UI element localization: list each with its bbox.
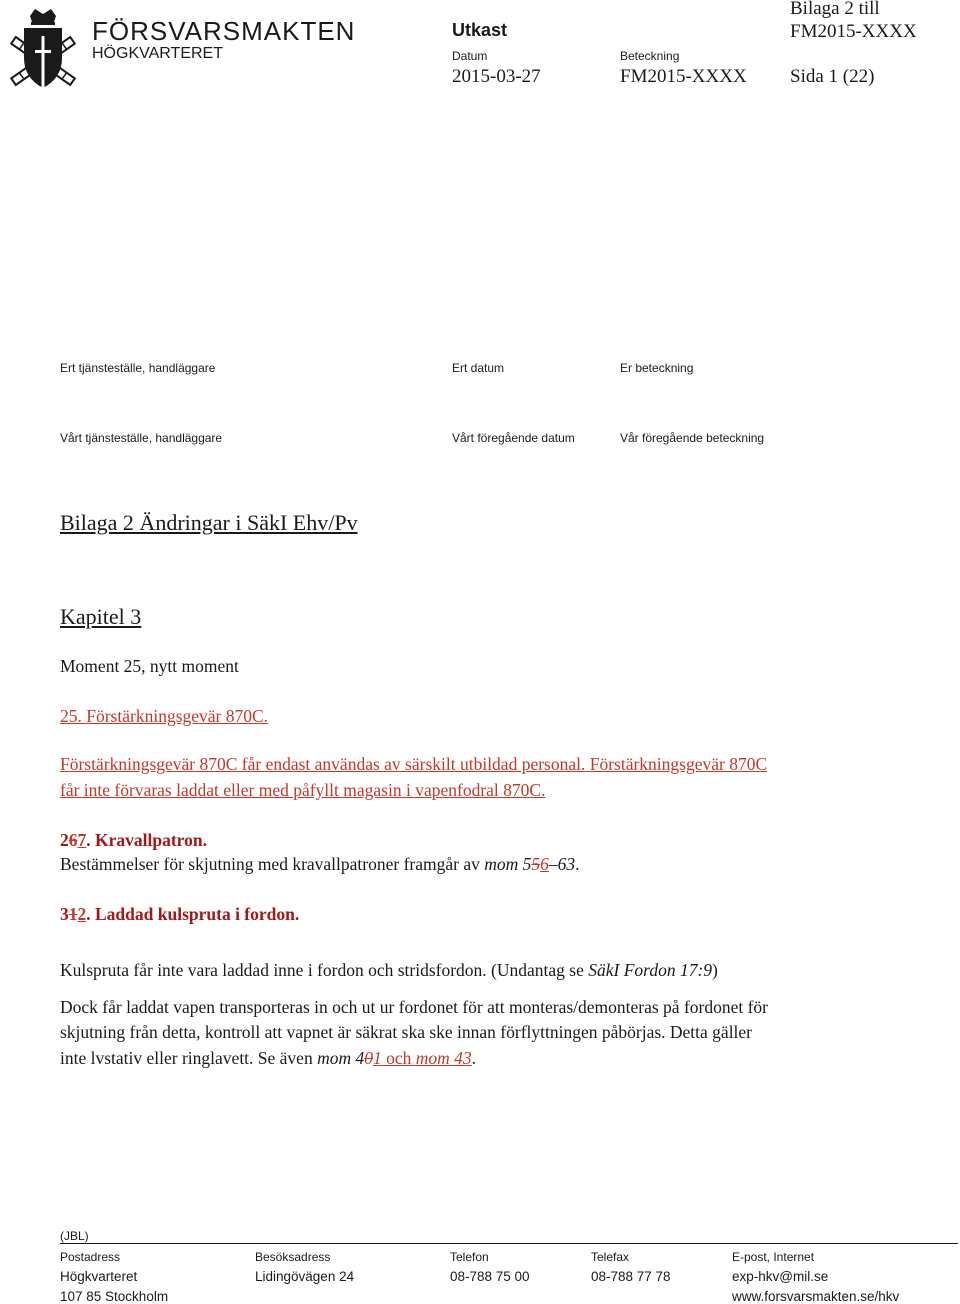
armed-forces-crest-icon <box>2 6 84 102</box>
moment-27-ref-deleted: 5 <box>531 854 541 874</box>
date-value: 2015-03-27 <box>452 66 541 87</box>
website-link[interactable]: www.forsvarsmakten.se/hkv <box>732 1289 900 1304</box>
fax-value: 08-788 77 78 <box>591 1269 671 1284</box>
visiting-address-label: Besöksadress <box>255 1250 331 1264</box>
moment-27-number-prefix: 2 <box>60 830 69 850</box>
your-office-label: Ert tjänsteställe, handläggare <box>60 361 216 375</box>
date-label: Datum <box>452 49 488 63</box>
moment-32-number-inserted: 2 <box>77 904 87 924</box>
moment-32-p2-period: . <box>471 1048 477 1068</box>
footer-divider <box>60 1243 958 1244</box>
postal-address-label: Postadress <box>60 1250 121 1264</box>
moment-27-text-start: Bestämmelser för skjutning med kravallpatroner framgår av <box>60 854 485 874</box>
moment-32-p1-reference: SäkI Fordon 17:9 <box>588 960 713 980</box>
email-internet-label: E-post, Internet <box>732 1250 815 1264</box>
moment-32-p1-text: Kulspruta får inte vara laddad inne i fordon och stridsfordon. (Undantag se <box>60 960 589 980</box>
moment-27-mom-ref: mom 5 <box>484 854 532 874</box>
moment-27-ref-end: –63 <box>548 854 576 874</box>
email-link[interactable]: exp-hkv@mil.se <box>732 1269 829 1284</box>
chapter-heading: Kapitel 3 <box>60 604 142 629</box>
author-initials: (JBL) <box>60 1229 89 1243</box>
our-office-label: Vårt tjänsteställe, handläggare <box>60 431 223 445</box>
moment-27-period: . <box>575 854 580 874</box>
moment-32-paragraph-2-line-3 <box>60 1048 476 1069</box>
visiting-address-value: Lidingövägen 24 <box>255 1269 355 1284</box>
reference-value: FM2015-XXXX <box>620 66 747 87</box>
moment-27-number-deleted: 6 <box>68 830 78 850</box>
moment-32-p2-deleted: 0 <box>364 1048 373 1068</box>
moment-32-p2-mom-ref: mom 4 <box>317 1048 365 1068</box>
your-date-label: Ert datum <box>452 361 505 375</box>
page-number: Sida 1 (22) <box>790 66 875 87</box>
organization-name: FÖRSVARSMAKTEN <box>92 16 356 46</box>
attachment-label: Bilaga 2 till <box>790 0 880 19</box>
phone-value: 08-788 75 00 <box>450 1269 530 1284</box>
moment-27-heading <box>60 830 207 851</box>
moment-27-ref-inserted: 6 <box>540 854 549 874</box>
moment-25-line-1 <box>60 754 767 775</box>
attachment-reference: FM2015-XXXX <box>790 21 917 42</box>
moment-25-sentence-1: Förstärkningsgevär 870C får endast användas av särskilt utbildad personal. <box>60 754 586 774</box>
moment-intro: Moment 25, nytt moment <box>60 656 239 676</box>
moment-32-paragraph-2-line-1: Dock får laddat vapen transporteras in och ut ur fordonet för att monteras/demonteras på fordonet för <box>60 997 769 1017</box>
moment-32-title: . Laddad kulspruta i fordon. <box>86 904 300 924</box>
moment-32-p1-close: ) <box>712 960 718 980</box>
moment-32-p2-text: inte lvstativ eller ringlavett. Se även <box>60 1048 318 1068</box>
moment-32-p2-inserted-and: och <box>381 1048 416 1068</box>
our-prev-date-label: Vårt föregående datum <box>452 431 575 445</box>
moment-32-p2-inserted-mom: mom 43 <box>415 1048 472 1068</box>
moment-25-sentence-2-start: Förstärkningsgevär 870C <box>585 754 768 774</box>
moment-27-title: . Kravallpatron. <box>86 830 207 850</box>
reference-label: Beteckning <box>620 49 680 63</box>
moment-32-number-deleted: 1 <box>68 904 78 924</box>
moment-32-number-prefix: 3 <box>60 904 69 924</box>
moment-32-p2-inserted-digit: 1 <box>372 1048 382 1068</box>
postal-address-line-2: 107 85 Stockholm <box>60 1289 169 1304</box>
document-title: Bilaga 2 Ändringar i SäkI Ehv/Pv <box>60 510 358 535</box>
your-ref-label: Er beteckning <box>620 361 694 375</box>
moment-32-heading <box>60 904 299 925</box>
organization-unit: HÖGKVARTERET <box>92 45 223 62</box>
moment-32-paragraph-1 <box>60 960 718 981</box>
our-prev-ref-label: Vår föregående beteckning <box>620 431 765 445</box>
moment-32-paragraph-2-line-2: skjutning från detta, kontroll att vapnet är säkrat ska ske innan förflyttningen påbörjas. Detta gäller <box>60 1022 753 1042</box>
phone-label: Telefon <box>450 1250 489 1264</box>
moment-25-heading: 25. Förstärkningsgevär 870C. <box>60 706 269 726</box>
document-status: Utkast <box>452 20 508 40</box>
moment-25-line-2: får inte förvaras laddat eller med påfyllt magasin i vapenfodral 870C. <box>60 780 546 800</box>
moment-27-number-inserted: 7 <box>77 830 87 850</box>
fax-label: Telefax <box>591 1250 630 1264</box>
postal-address-line-1: Högkvarteret <box>60 1269 138 1284</box>
moment-27-text <box>60 854 580 875</box>
